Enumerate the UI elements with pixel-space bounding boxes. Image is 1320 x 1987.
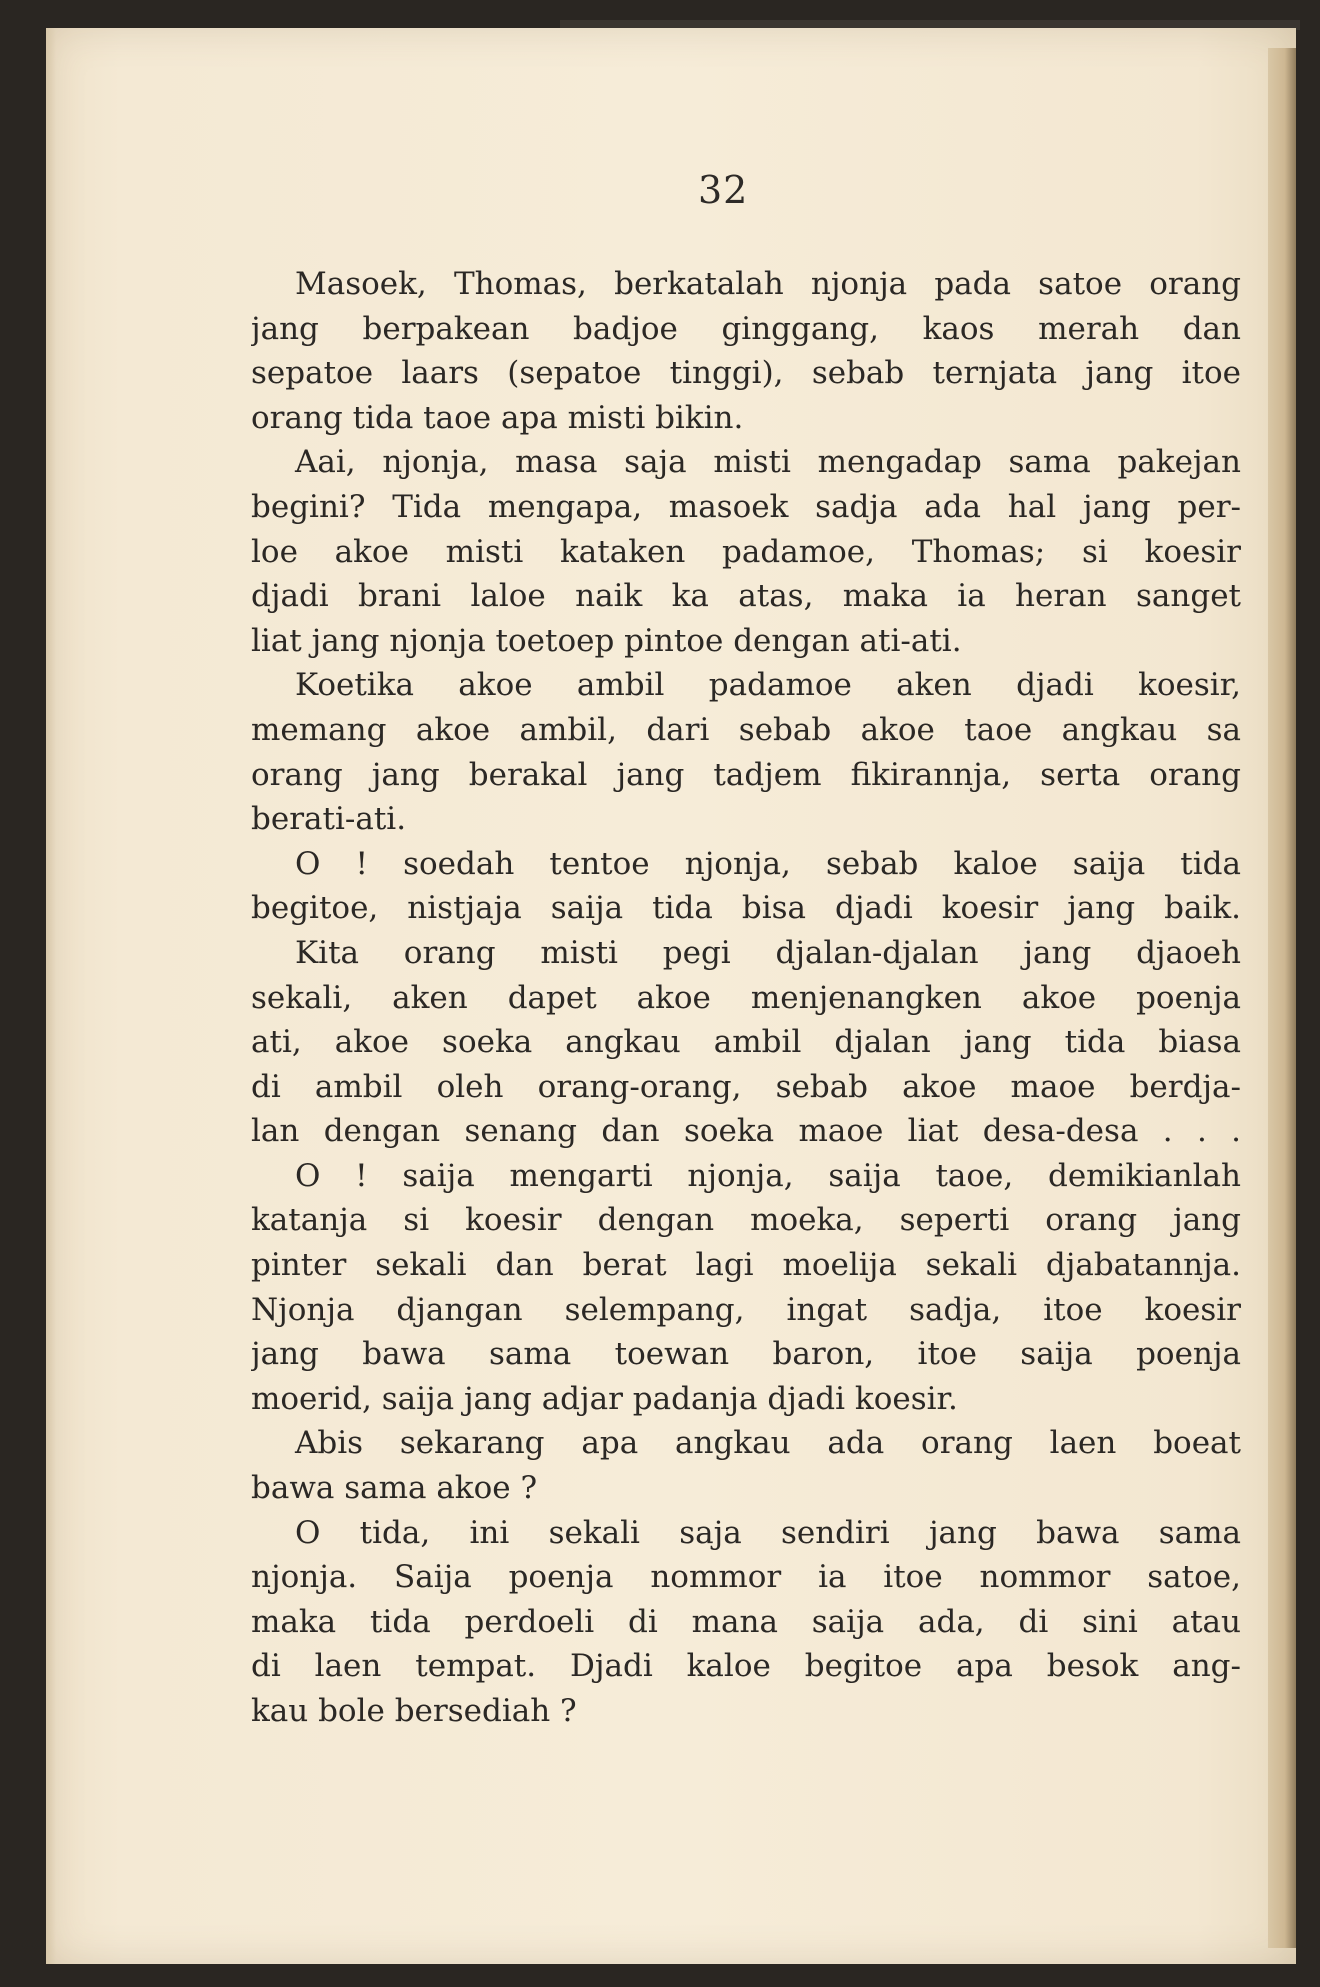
text-line: orang jang berakal jang tadjem fikirannja, serta orang [251,756,1241,793]
text-line: liat jang njonja toetoep pintoe dengan ati-ati. [251,622,962,659]
body-text [251,262,1241,1734]
text-line: sekali, aken dapet akoe menjenangken akoe poenja [251,979,1241,1016]
text-line: Masoek, Thomas, berkatalah njonja pada satoe orang [295,266,1241,302]
page-gutter-shading [46,28,56,1964]
text-line: Kita orang misti pegi djalan-djalan jang djaoeh [295,934,1241,971]
text-line: orang tida taoe apa misti bikin. [251,399,744,436]
text-line: di laen tempat. Djadi kaloe begitoe apa besok ang- [251,1648,1241,1685]
text-line: berati-ati. [251,801,407,838]
text-line: njonja. Saija poenja nommor ia itoe nommor satoe, [251,1559,1241,1596]
text-line: loe akoe misti kataken padamoe, Thomas; si koesir [251,533,1241,570]
text-line: O ! saija mengarti njonja, saija taoe, demikianlah [295,1157,1241,1194]
text-line: jang bawa sama toewan baron, itoe saija poenja [251,1336,1241,1373]
text-line: sepatoe laars (sepatoe tinggi), sebab ternjata jang itoe [251,355,1241,392]
text-line: maka tida perdoeli di mana saija ada, di sini atau [251,1603,1241,1640]
text-line: Njonja djangan selempang, ingat sadja, itoe koesir [251,1291,1241,1328]
text-line: katanja si koesir dengan moeka, seperti orang jang [251,1202,1241,1239]
text-line: ati, akoe soeka angkau ambil djalan jang tida biasa [251,1024,1241,1061]
text-line: di ambil oleh orang-orang, sebab akoe maoe berdja- [251,1068,1241,1105]
text-line: begitoe, nistjaja saija tida bisa djadi koesir jang baik. [251,890,1241,927]
text-line: begini? Tida mengapa, masoek sadja ada hal jang per- [251,488,1241,525]
text-line: djadi brani laloe naik ka atas, maka ia heran sanget [251,578,1241,615]
page-edge-shading [1268,48,1296,1948]
text-line: jang berpakean badjoe ginggang, kaos merah dan [251,310,1241,347]
text-line: Koetika akoe ambil padamoe aken djadi koesir, [295,667,1241,704]
text-line: pinter sekali dan berat lagi moelija sekali djabatannja. [251,1247,1241,1284]
text-line: O tida, ini sekali saja sendiri jang bawa sama [295,1514,1241,1551]
text-line: kau bole bersediah ? [251,1693,577,1729]
text-line: Abis sekarang apa angkau ada orang laen boeat [295,1425,1241,1462]
text-line: moerid, saija jang adjar padanja djadi koesir. [251,1380,958,1417]
text-line: lan dengan senang dan soeka maoe liat desa-desa . . . [251,1113,1241,1150]
text-line: bawa sama akoe ? [251,1470,538,1507]
text-line: O ! soedah tentoe njonja, sebab kaloe saija tida [295,845,1241,882]
text-line: Aai, njonja, masa saja misti mengadap sama pakejan [295,444,1241,481]
text-line: memang akoe ambil, dari sebab akoe taoe angkau sa [251,711,1241,748]
page-number: 32 [698,168,749,212]
